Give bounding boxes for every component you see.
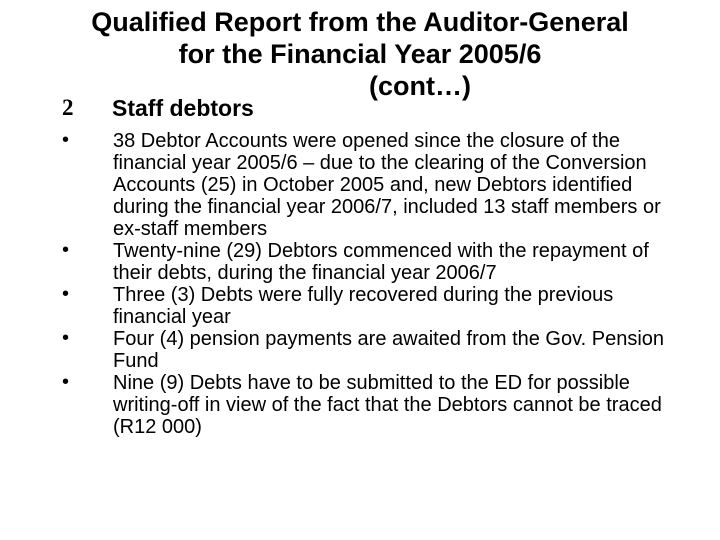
bullet-text: 38 Debtor Accounts were opened since the closure of the financial year 2005/6 – due to the clearing of the Conversion Accounts (25) in October 2005 and, new Debtors identified during the financial year 2006/7, included 13 staff members or ex-staff members	[113, 130, 661, 240]
section-title: Staff debtors	[112, 95, 254, 121]
bullet-item	[0, 372, 720, 438]
bullet-item	[0, 240, 720, 284]
bullet-marker: •	[62, 371, 70, 393]
title-line-1: Qualified Report from the Auditor-General	[91, 7, 629, 37]
bullet-list	[0, 130, 720, 438]
bullet-marker: •	[62, 129, 70, 151]
bullet-text: Four (4) pension payments are awaited from the Gov. Pension Fund	[113, 328, 665, 372]
bullet-item	[0, 284, 720, 328]
title-line-3: (cont…)	[369, 71, 471, 101]
bullet-marker: •	[62, 239, 70, 261]
slide-title	[60, 6, 660, 102]
bullet-item	[0, 328, 720, 372]
bullet-text: Nine (9) Debts have to be submitted to the ED for possible writing-off in view of the fact that the Debtors cannot be traced (R12 000)	[113, 372, 662, 438]
bullet-marker: •	[62, 327, 70, 349]
bullet-text: Three (3) Debts were fully recovered during the previous financial year	[113, 284, 614, 328]
bullet-text: Twenty-nine (29) Debtors commenced with the repayment of their debts, during the financial year 2006/7	[113, 240, 649, 284]
bullet-marker: •	[62, 283, 70, 305]
section-number: 2	[62, 95, 74, 120]
title-line-2: for the Financial Year 2005/6	[178, 39, 542, 69]
bullet-item	[0, 130, 720, 240]
